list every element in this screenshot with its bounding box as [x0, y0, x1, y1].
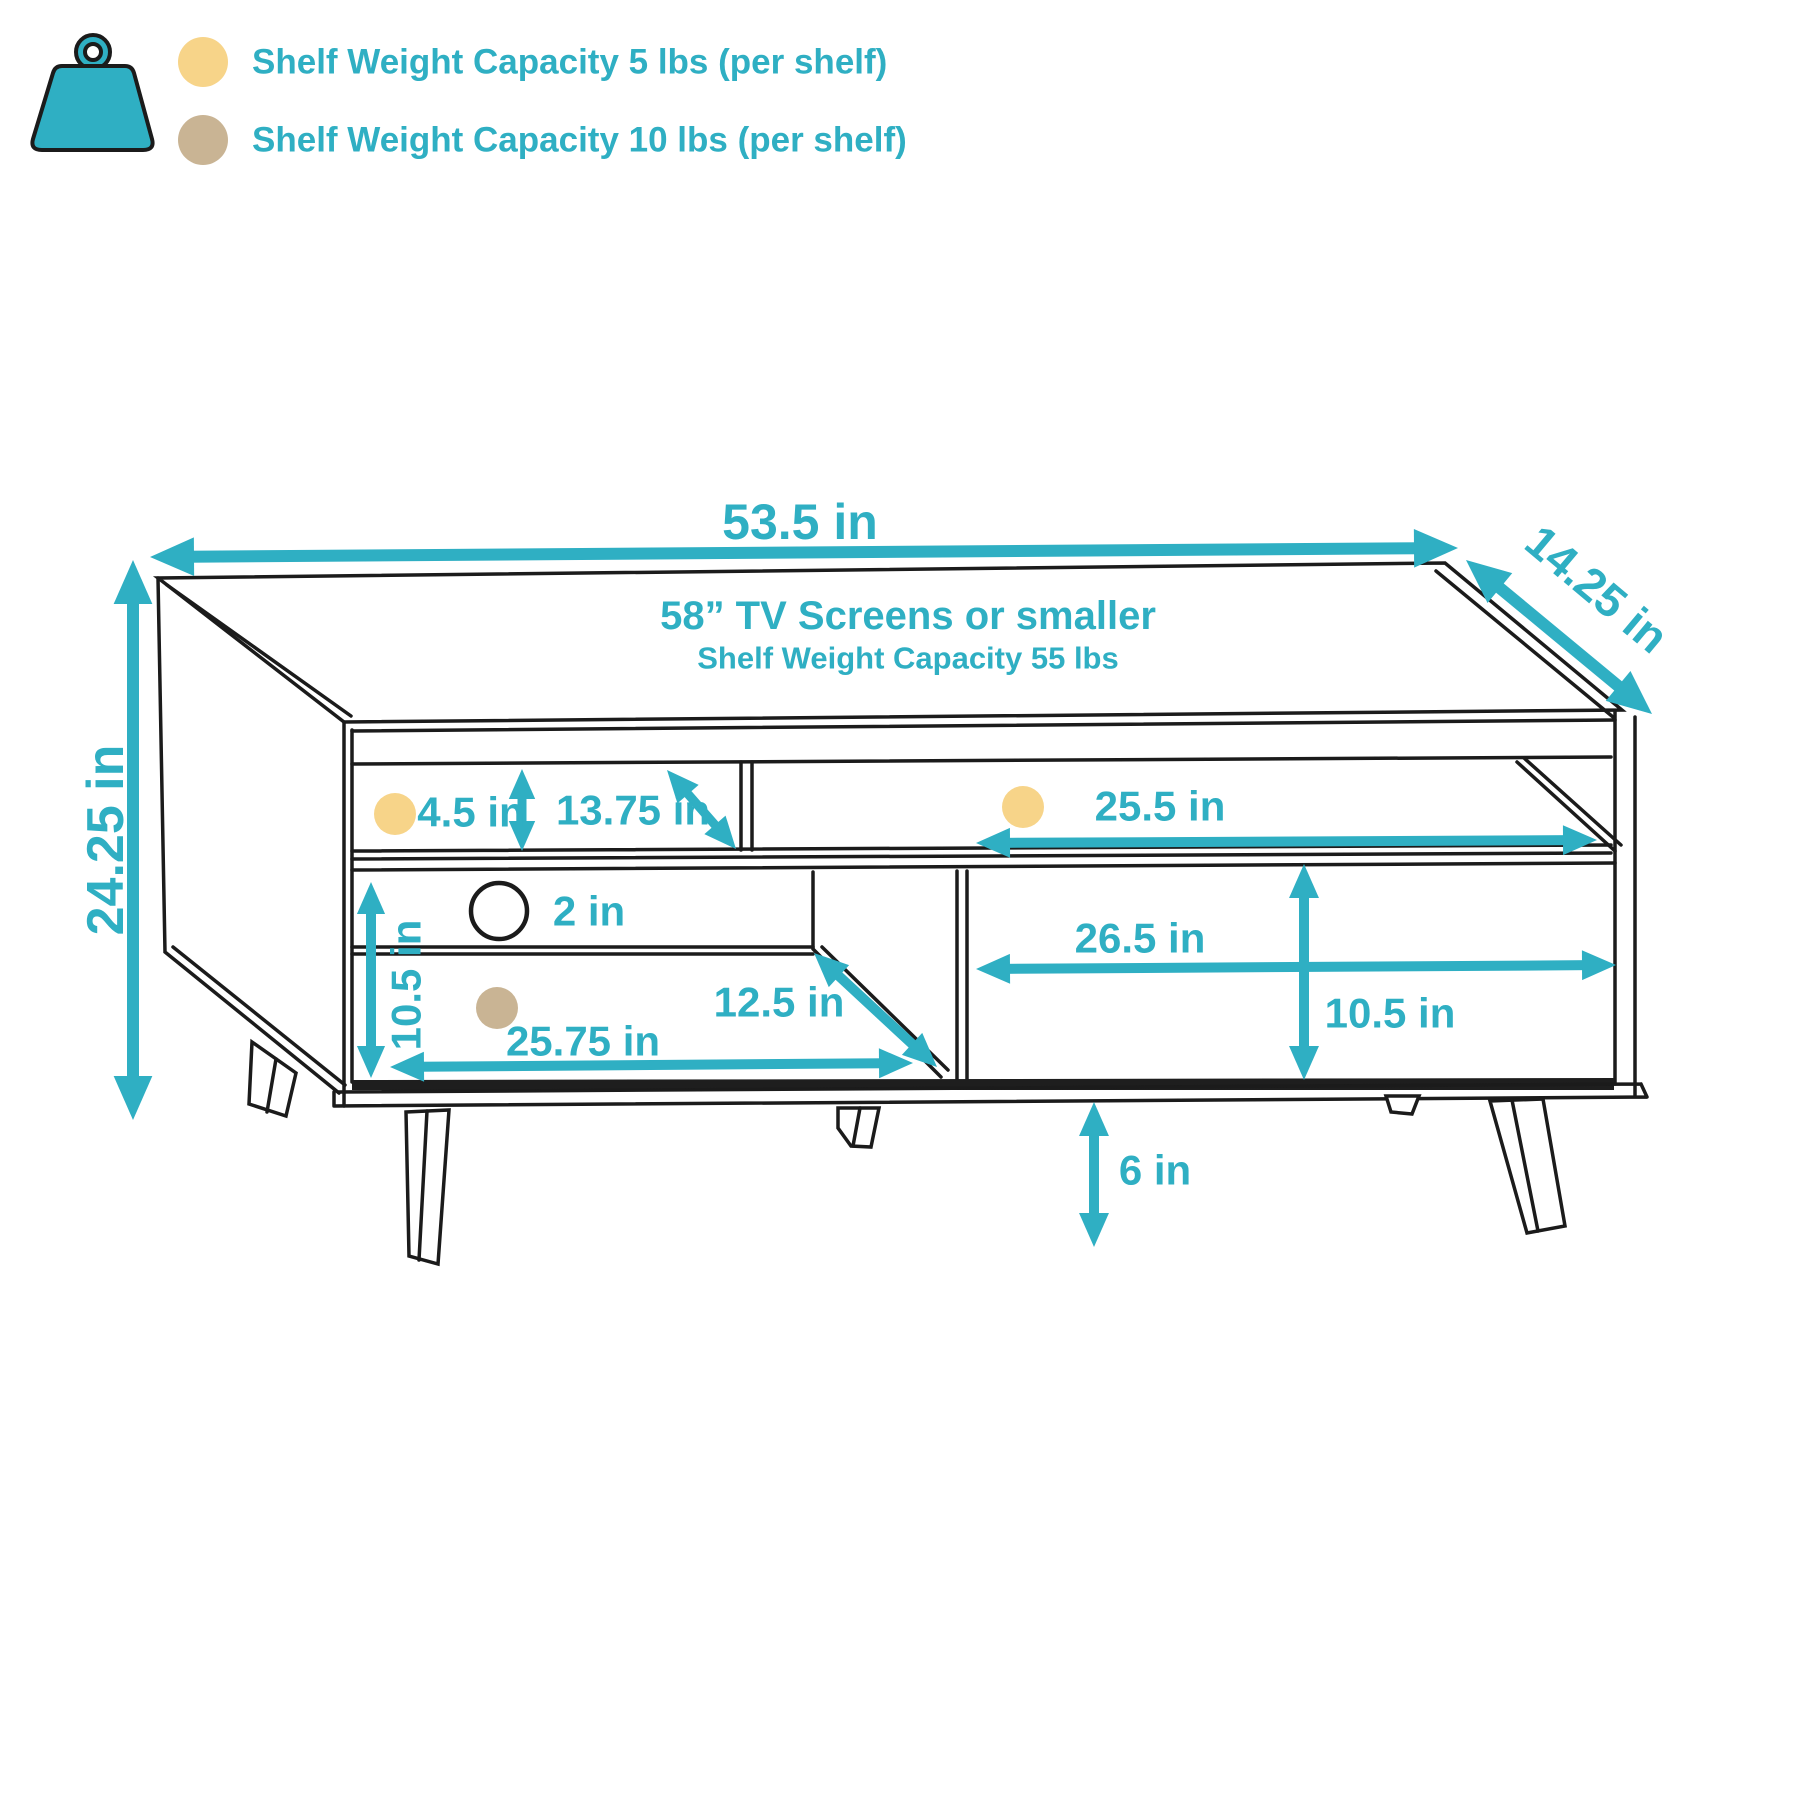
legend-dot-5lbs: [178, 37, 228, 87]
row1-shelf: [352, 845, 1615, 870]
lower-divider: [957, 871, 967, 1080]
label-top-right-shelf-width: 25.5 in: [1094, 782, 1226, 830]
cable-hole: [471, 883, 527, 939]
legend-label-5lbs: Shelf Weight Capacity 5 lbs (per shelf): [252, 42, 888, 82]
label-overall-height: 24.25 in: [77, 744, 135, 936]
label-left-section-height: 10.5 in: [382, 919, 430, 1051]
label-tv-size: 58” TV Screens or smaller: [660, 594, 1156, 638]
label-cable-hole: 2 in: [552, 887, 626, 935]
arrowhead: [1079, 1102, 1109, 1136]
weight-icon-ring-hole: [85, 44, 101, 60]
arrow-top-right-shelf-width-shaft: [1005, 840, 1568, 843]
arrow-lower-right-width: [976, 950, 1616, 983]
arrowhead: [357, 882, 385, 914]
arrowhead: [150, 537, 194, 576]
dot-top-left-shelf: [374, 793, 416, 835]
arrowhead: [1582, 950, 1616, 980]
arrow-leg-height: [1079, 1102, 1109, 1247]
leg-back-right: [1386, 1096, 1419, 1114]
arrowhead: [976, 828, 1010, 858]
weight-icon-body: [32, 66, 152, 150]
label-overall-width: 53.5 in: [722, 494, 878, 550]
arrowhead: [1289, 864, 1319, 898]
row1-opening-top: [352, 757, 1611, 764]
arrow-lower-right-width-shaft: [1005, 965, 1587, 969]
label-top-capacity: Shelf Weight Capacity 55 lbs: [697, 640, 1119, 676]
label-middle-shelf-depth: 12.5 in: [713, 978, 845, 1026]
label-top-shelf-height: 4.5 in: [417, 788, 525, 836]
label-lower-right-width: 26.5 in: [1074, 914, 1206, 962]
label-leg-height: 6 in: [1118, 1146, 1192, 1194]
arrowhead: [114, 1076, 153, 1120]
arrowhead: [357, 1046, 385, 1078]
arrow-left-section-height: [357, 882, 385, 1078]
arrowhead: [1079, 1213, 1109, 1247]
leg-front-right: [1490, 1099, 1565, 1233]
legend-label-10lbs: Shelf Weight Capacity 10 lbs (per shelf): [252, 120, 907, 160]
label-lower-left-width: 25.75 in: [505, 1017, 661, 1065]
side-panel-outline: [158, 578, 339, 1093]
arrowhead: [114, 560, 153, 604]
dot-top-right-shelf: [1002, 786, 1044, 828]
row1-divider: [741, 762, 752, 850]
label-overall-depth: 14.25 in: [1515, 514, 1679, 664]
arrowhead: [976, 954, 1010, 984]
legs: [249, 1042, 1565, 1264]
weight-icon: [32, 35, 152, 150]
arrowhead: [390, 1052, 424, 1082]
legend-dot-10lbs: [178, 115, 228, 165]
arrowhead: [1289, 1046, 1319, 1080]
label-lower-right-height: 10.5 in: [1324, 989, 1456, 1037]
arrow-middle-shelf-depth-shaft: [835, 973, 916, 1048]
legend: [32, 35, 906, 165]
label-top-shelf-depth: 13.75 in: [555, 786, 711, 834]
top-panel-edge-left-inner: [167, 585, 351, 716]
